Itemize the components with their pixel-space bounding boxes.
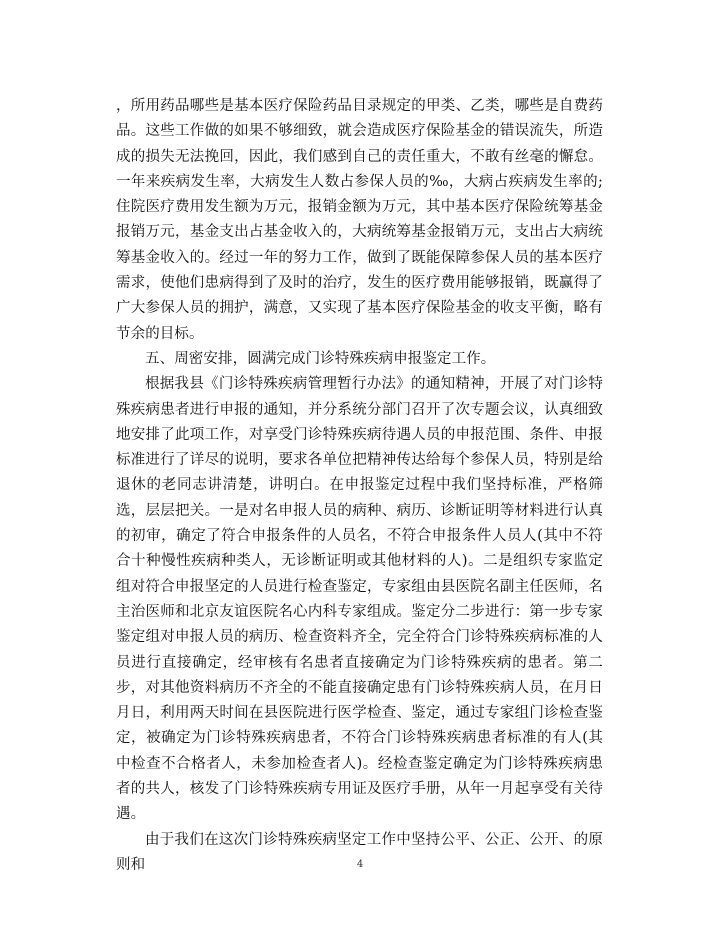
page-number: 4 <box>356 859 364 870</box>
body-text <box>116 94 603 878</box>
paragraph-section-five-heading: 五、周密安排，圆满完成门诊特殊疾病申报鉴定工作。 <box>145 350 496 367</box>
paragraph-3: 根据我县《门诊特殊疾病管理暂行办法》的通知精神，开展了对门诊特殊疾病患者进行申报的通知，并分系统分部门召开了次专题会议，认真细致地安排了此项工作，对享受门诊特殊疾病待遇人员的申报范围、条件、申报标准进行了详尽的说明，要求各单位把精神传达给每个参保人员，特别是给退休的老同志讲清楚，讲明白。在申报鉴定过程中我们坚持标准，严格筛选，层层把关。一是对名申报人员的病种、病历、诊断证明等材料进行认真的初审，确定了符合申报条件的人员名，不符合申报条件人员人(其中不符合十种慢性疾病种类人，无诊断证明或其他材料的人)。二是组织专家监定组对符合申报坚定的人员进行检查鉴定，专家组由县医院名副主任医师，名主治医师和北京友谊医院名心内科专家组成。鉴定分二步进行：第一步专家鉴定组对申报人员的病历、检查资料齐全，完全符合门诊特殊疾病标准的人员进行直接确定，经审核有名患者直接确定为门诊特殊疾病的患者。第二步，对其他资料病历不齐全的不能直接确定患有门诊特殊疾病人员，在月日月日，利用两天时间在县医院进行医学检查、鉴定，通过专家组门诊检查鉴定，被确定为门诊特殊疾病患者，不符合门诊特殊疾病患者标准的有人(其中检查不合格者人，未参加检查者人)。经检查鉴定确定为门诊特殊疾病患者的共人，核发了门诊特殊疾病专用证及医疗手册，从年一月起享受有关待遇。 <box>116 376 603 823</box>
paragraph-1: ，所用药品哪些是基本医疗保险药品目录规定的甲类、乙类，哪些是自费药品。这些工作做的如果不够细致，就会造成医疗保险基金的错误流失，所造成的损失无法挽回，因此，我们感到自己的责任重大，不敢有丝毫的懈怠。一年来疾病发生率，大病发生人数占参保人员的‰，大病占疾病发生率的;住院医疗费用发生额为万元，报销金额为万元，其中基本医疗保险统筹基金报销万元，基金支出占基金收入的，大病统筹基金报销万元，支出占大病统筹基金收入的。经过一年的努力工作，做到了既能保障参保人员的基本医疗需求，使他们患病得到了及时的治疗，发生的医疗费用能够报销，既赢得了广大参保人员的拥护，满意，又实现了基本医疗保险基金的收支平衡，略有节余的目标。 <box>116 98 603 342</box>
paragraph-4: 由于我们在这次门诊特殊疾病坚定工作中坚持公平、公正、公开、的原则和 <box>116 831 603 873</box>
